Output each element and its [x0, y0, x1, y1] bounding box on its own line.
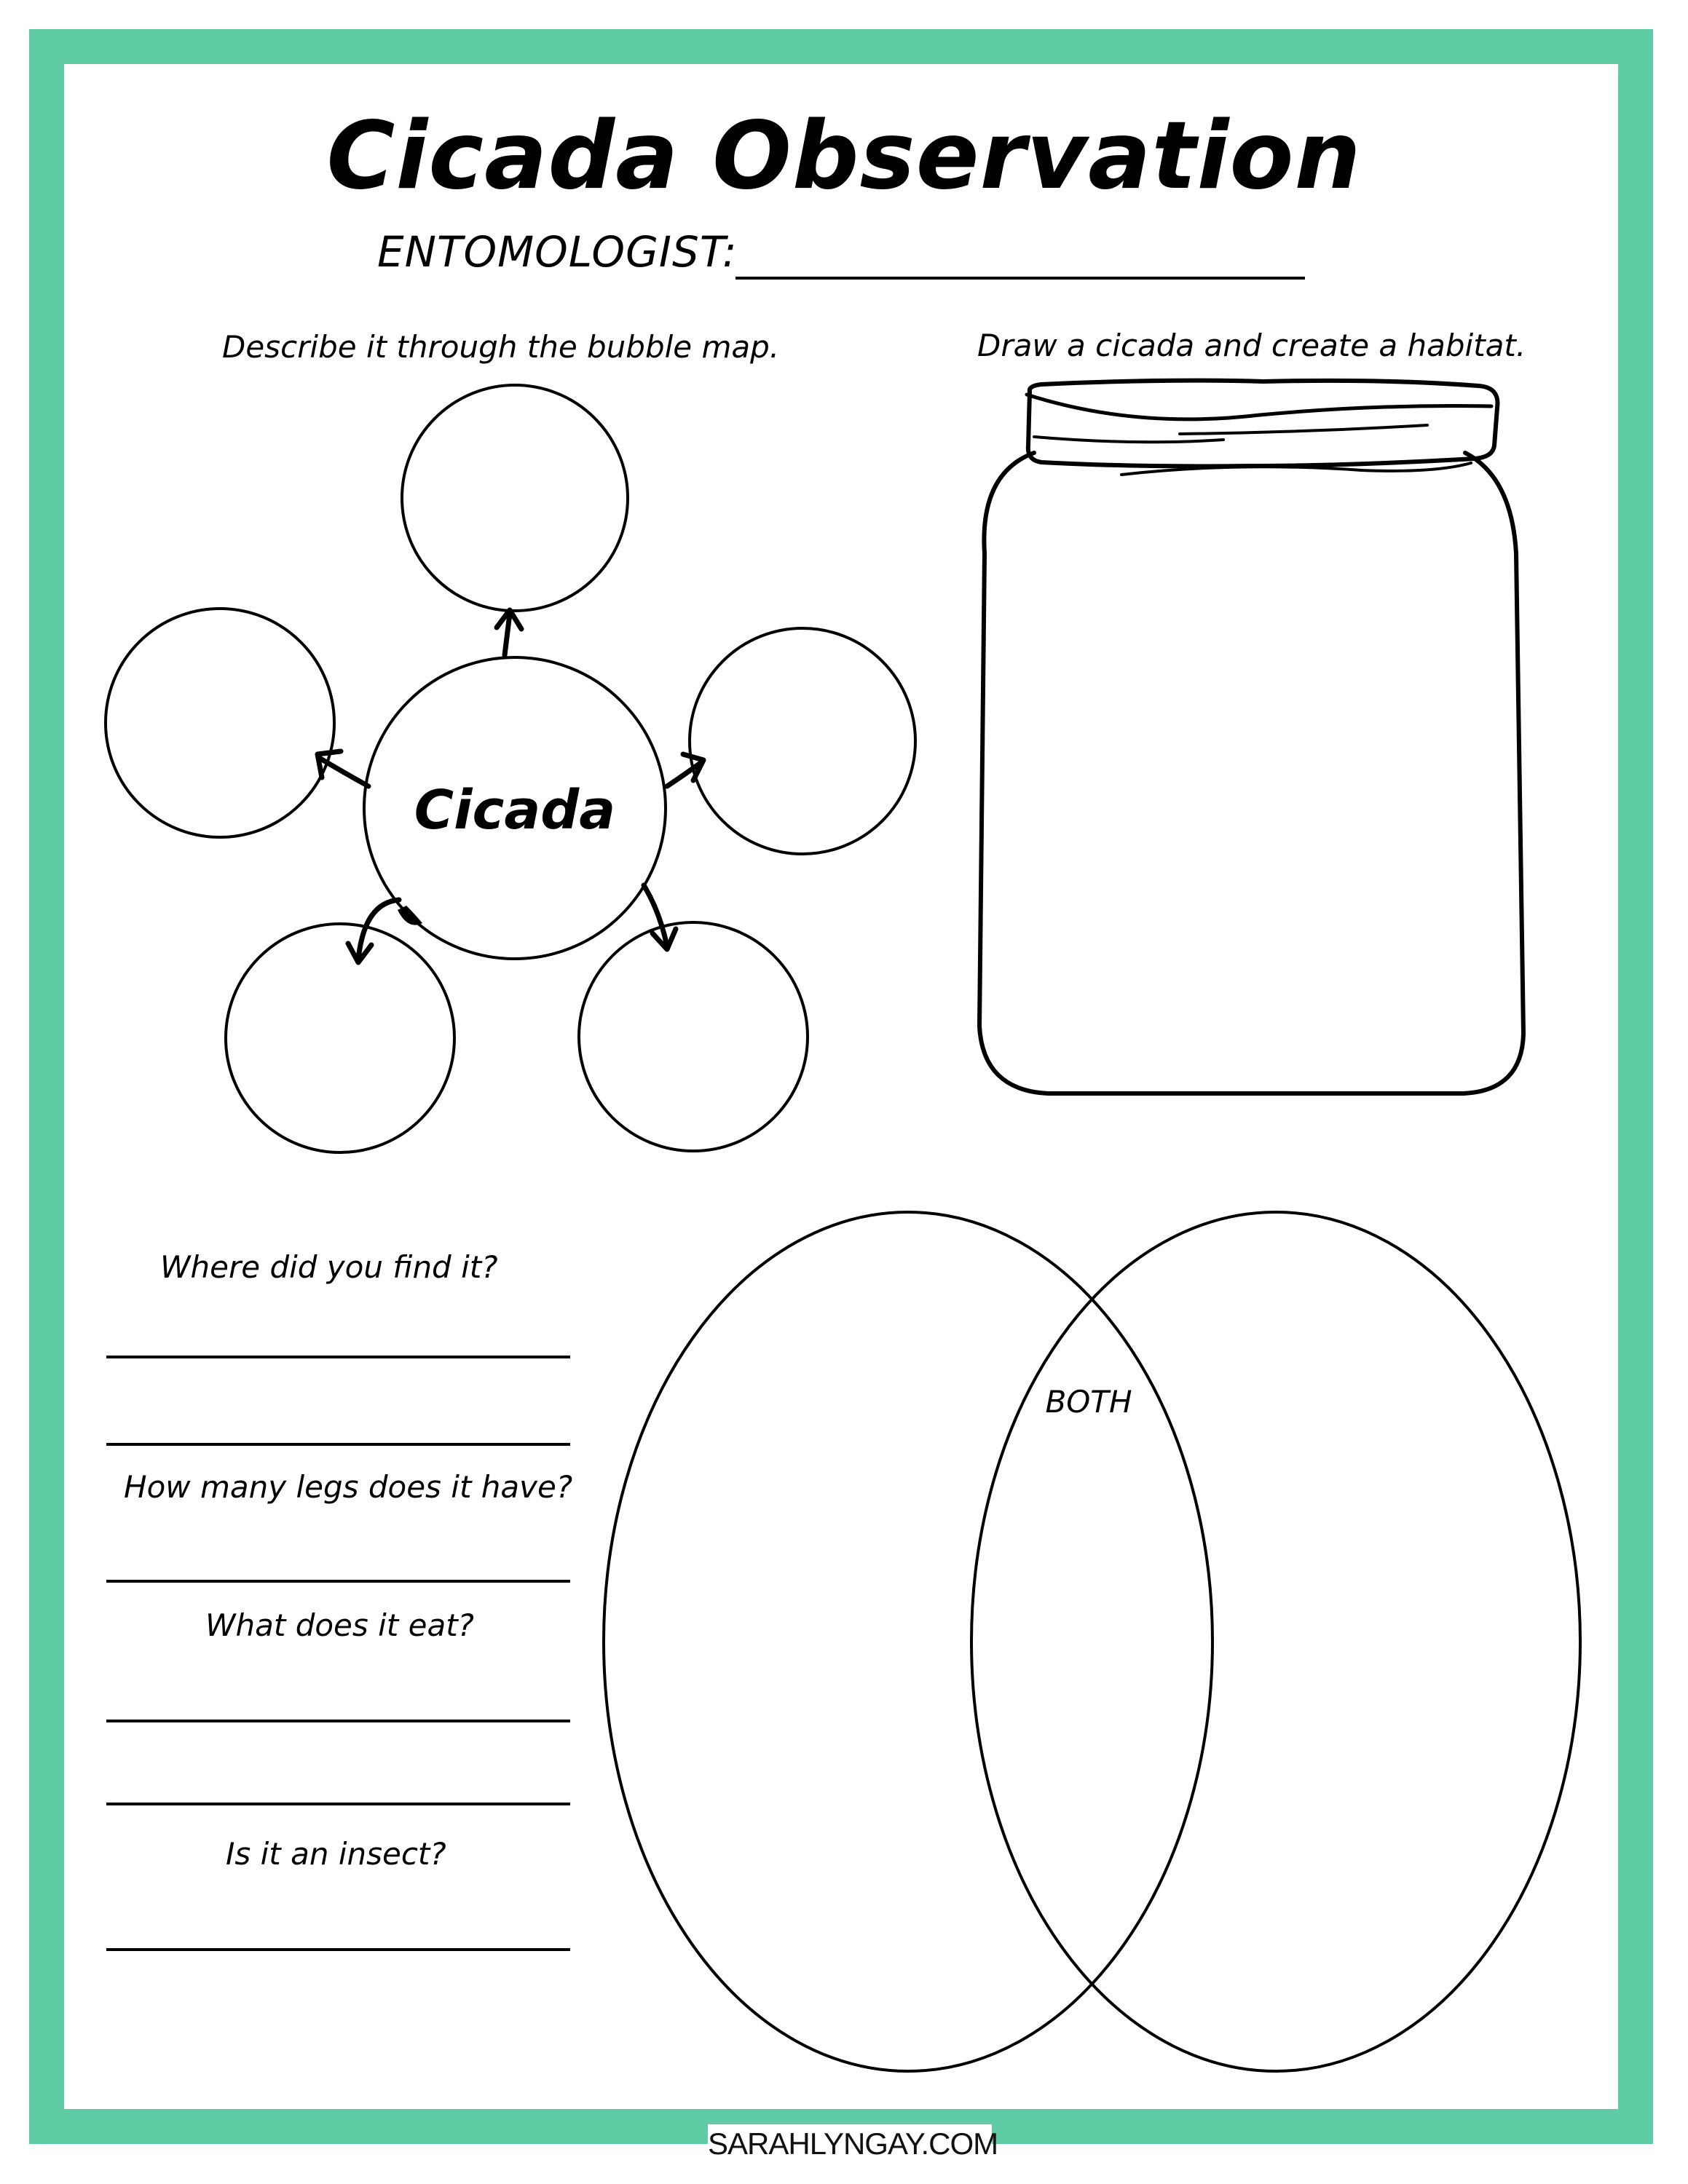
jar-lid-band [1027, 395, 1491, 419]
question-2: How many legs does it have? [124, 1469, 573, 1505]
bubble-right[interactable] [690, 628, 915, 854]
venn-right-circle[interactable] [971, 1212, 1580, 2071]
answer-line-3b[interactable] [106, 1803, 570, 1805]
answer-line-4[interactable] [106, 1948, 570, 1951]
page-title: Cicada Observation [326, 102, 1362, 210]
bubble-bottom-left[interactable] [226, 924, 454, 1152]
bubble-left[interactable] [106, 609, 334, 837]
bubble-center-label: Cicada [414, 779, 616, 842]
bubble-map-instruction: Describe it through the bubble map. [222, 329, 780, 365]
answer-line-1b[interactable] [106, 1443, 570, 1446]
jar-lid-thread-1 [1034, 437, 1223, 442]
jar-lid [1028, 381, 1498, 467]
connector-mark [398, 906, 422, 925]
bubble-bottom-right[interactable] [579, 922, 808, 1151]
answer-line-2[interactable] [106, 1580, 570, 1583]
question-3: What does it eat? [205, 1607, 474, 1643]
habitat-instruction: Draw a cicada and create a habitat. [977, 328, 1526, 363]
venn-left-circle[interactable] [604, 1212, 1212, 2071]
bubble-top[interactable] [402, 385, 628, 611]
jar-drawing[interactable] [979, 381, 1523, 1093]
arrow-left [320, 759, 368, 786]
venn-both-label: BOTH [1045, 1384, 1132, 1420]
entomologist-label: ENTOMOLOGIST: [377, 227, 738, 277]
jar-body [979, 453, 1523, 1093]
footer-website: SARAHLYNGAY.COM [708, 2124, 992, 2164]
question-1: Where did you find it? [160, 1249, 498, 1285]
question-4: Is it an insect? [226, 1836, 446, 1872]
answer-line-3a[interactable] [106, 1720, 570, 1722]
jar-lid-thread-2 [1180, 425, 1427, 434]
answer-line-1a[interactable] [106, 1356, 570, 1358]
